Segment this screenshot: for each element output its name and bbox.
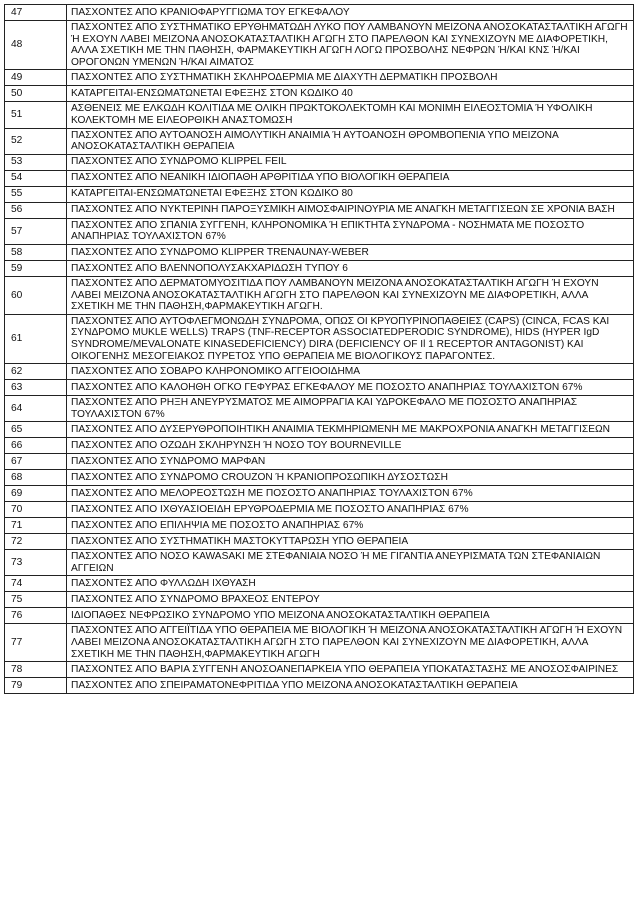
row-description: ΠΑΣΧΟΝΤΕΣ ΑΠΟ ΑΥΤΟΦΛΕΓΜΟΝΩΔΗ ΣΥΝΔΡΟΜΑ, ΟΠΩΣ ΟΙ ΚΡΥΟΠΥΡΙΝΟΠΑΘΕΙΕΣ (CAPS) (CINCA, FCAS ΚΑΙ ΣΥΝΔΡΟΜΟ MUKLE WELLS) TRAPS (TNF-RECEPTOR ASSOCIATEDPERODIC SYNDROME), HIDS (HYPER IgD SYNDROME/MEVALONATE KINASEDEFICIENCY) DIRA (DEFICIENCY OF Il 1 RECEPTOR ANTAGONIST) ΚΑΙ ΟΙΚΟΓΕΝΗΣ ΜΕΣΟΓΕΙΑΚΟΣ ΠΥΡΕΤΟΣ ΥΠΟ ΘΕΡΑΠΕΙΑ ΜΕ ΒΙΟΛΟΓΙΚΟΥΣ ΠΑΡΑΓΟΝΤΕΣ.: [67, 314, 634, 363]
table-row: [5, 438, 634, 454]
row-number: 61: [5, 314, 67, 363]
table-row: [5, 534, 634, 550]
row-number: 69: [5, 486, 67, 502]
row-number: 49: [5, 70, 67, 86]
row-description: ΠΑΣΧΟΝΤΕΣ ΑΠΟ ΣΥΣΤΗΜΑΤΙΚΟ ΕΡΥΘΗΜΑΤΩΔΗ ΛΥΚΟ ΠΟΥ ΛΑΜΒΑΝΟΥΝ ΜΕΙΖΟΝΑ ΑΝΟΣΟΚΑΤΑΣΤΑΛΤΙΚΗ ΑΓΩΓΗ Ή ΕΧΟΥΝ ΛΑΒΕΙ ΜΕΙΖΟΝΑ ΑΝΟΣΟΚΑΤΑΣΤΑΛΤΙΚΗ ΑΓΩΓΗ ΣΤΟ ΠΑΡΕΛΘΟΝ ΚΑΙ ΣΥΝΕΧΙΖΟΥΝ ΜΕ ΔΙΑΦΟΡΕΤΙΚΗ, ΑΛΛΑ ΣΧΕΤΙΚΗ ΜΕ ΤΗΝ ΠΑΘΗΣΗ, ΦΑΡΜΑΚΕΥΤΙΚΗ ΑΓΩΓΗ ΛΟΓΩ ΠΡΟΣΒΟΛΗΣ ΝΕΦΡΩΝ Ή/ΚΑΙ ΚΝΣ Ή/ΚΑΙ ΟΡΟΓΟΝΩΝ ΥΜΕΝΩΝ Ή/ΚΑΙ ΑΙΜΑΤΟΣ: [67, 21, 634, 70]
row-number: 67: [5, 454, 67, 470]
row-number: 65: [5, 422, 67, 438]
row-number: 58: [5, 244, 67, 260]
row-number: 50: [5, 86, 67, 102]
row-description: ΙΔΙΟΠΑΘΕΣ ΝΕΦΡΩΣΙΚΟ ΣΥΝΔΡΟΜΟ ΥΠΟ ΜΕΙΖΟΝΑ ΑΝΟΣΟΚΑΤΑΣΤΑΛΤΙΚΗ ΘΕΡΑΠΕΙΑ: [67, 608, 634, 624]
row-number: 72: [5, 534, 67, 550]
row-number: 75: [5, 592, 67, 608]
table-row: [5, 364, 634, 380]
table-row: [5, 624, 634, 662]
row-description: ΠΑΣΧΟΝΤΕΣ ΑΠΟ ΔΕΡΜΑΤΟΜΥΟΣΙΤΙΔΑ ΠΟΥ ΛΑΜΒΑΝΟΥΝ ΜΕΙΖΟΝΑ ΑΝΟΣΟΚΑΤΑΣΤΑΛΤΙΚΗ ΑΓΩΓΗ Ή ΕΧΟΥΝ ΛΑΒΕΙ ΜΕΙΖΟΝΑ ΑΝΟΣΟΚΑΤΑΣΤΑΛΤΙΚΗ ΑΓΩΓΗ ΣΤΟ ΠΑΡΕΛΘΟΝ ΚΑΙ ΣΥΝΕΧΙΖΟΥΝ ΜΕ ΔΙΑΦΟΡΕΤΙΚΗ, ΑΛΛΑ ΣΧΕΤΙΚΗ ΜΕ ΤΗΝ ΠΑΘΗΣΗ,ΦΑΡΜΑΚΕΥΤΙΚΗ ΑΓΩΓΗ.: [67, 276, 634, 314]
row-number: 51: [5, 102, 67, 128]
table-row: [5, 86, 634, 102]
row-number: 79: [5, 678, 67, 694]
table-row: [5, 380, 634, 396]
table-row: [5, 244, 634, 260]
row-description: ΠΑΣΧΟΝΤΕΣ ΑΠΟ ΝΟΣΟ KAWASAKI ΜΕ ΣΤΕΦΑΝΙΑΙΑ ΝΟΣΟ Ή ΜΕ ΓΙΓΑΝΤΙΑ ΑΝΕΥΡΙΣΜΑΤΑ ΤΩΝ ΣΤΕΦΑΝΙΑΙΩΝ ΑΓΓΕΙΩΝ: [67, 550, 634, 576]
row-description: ΠΑΣΧΟΝΤΕΣ ΑΠΟ ΝΕΑΝΙΚΗ ΙΔΙΟΠΑΘΗ ΑΡΘΡΙΤΙΔΑ ΥΠΟ ΒΙΟΛΟΓΙΚΗ ΘΕΡΑΠΕΙΑ: [67, 170, 634, 186]
table-row: [5, 218, 634, 244]
row-description: ΚΑΤΑΡΓΕΙΤΑΙ-ΕΝΣΩΜΑΤΩΝΕΤΑΙ ΕΦΕΞΗΣ ΣΤΟΝ ΚΩΔΙΚΟ 80: [67, 186, 634, 202]
row-description: ΠΑΣΧΟΝΤΕΣ ΑΠΟ ΣΥΝΔΡΟΜΟ ΜΑΡΦΑΝ: [67, 454, 634, 470]
table-row: [5, 202, 634, 218]
row-description: ΠΑΣΧΟΝΤΕΣ ΑΠΟ ΚΡΑΝΙΟΦΑΡΥΓΓΙΩΜΑ ΤΟΥ ΕΓΚΕΦΑΛΟΥ: [67, 5, 634, 21]
table-row: [5, 314, 634, 363]
row-number: 57: [5, 218, 67, 244]
row-number: 48: [5, 21, 67, 70]
table-row: [5, 70, 634, 86]
conditions-table-body: [5, 5, 634, 694]
table-row: [5, 102, 634, 128]
row-number: 74: [5, 576, 67, 592]
row-description: ΠΑΣΧΟΝΤΕΣ ΑΠΟ ΣΥΝΔΡΟΜΟ KLIPPER TRENAUNAY-WEBER: [67, 244, 634, 260]
table-row: [5, 518, 634, 534]
table-row: [5, 486, 634, 502]
row-description: ΠΑΣΧΟΝΤΕΣ ΑΠΟ ΜΕΛΟΡΕΟΣΤΩΣΗ ΜΕ ΠΟΣΟΣΤΟ ΑΝΑΠΗΡΙΑΣ ΤΟΥΛΑΧΙΣΤΟΝ 67%: [67, 486, 634, 502]
row-description: ΠΑΣΧΟΝΤΕΣ ΑΠΟ ΣΥΣΤΗΜΑΤΙΚΗ ΣΚΛΗΡΟΔΕΡΜΙΑ ΜΕ ΔΙΑΧΥΤΗ ΔΕΡΜΑΤΙΚΗ ΠΡΟΣΒΟΛΗ: [67, 70, 634, 86]
row-number: 63: [5, 380, 67, 396]
table-row: [5, 170, 634, 186]
table-row: [5, 502, 634, 518]
row-description: ΠΑΣΧΟΝΤΕΣ ΑΠΟ ΣΥΝΔΡΟΜΟ CROUZON Ή ΚΡΑΝΙΟΠΡΟΣΩΠΙΚΗ ΔΥΣΟΣΤΩΣΗ: [67, 470, 634, 486]
row-number: 76: [5, 608, 67, 624]
row-description: ΠΑΣΧΟΝΤΕΣ ΑΠΟ ΚΑΛΟΗΘΗ ΟΓΚΟ ΓΕΦΥΡΑΣ ΕΓΚΕΦΑΛΟΥ ΜΕ ΠΟΣΟΣΤΟ ΑΝΑΠΗΡΙΑΣ ΤΟΥΛΑΧΙΣΤΟΝ 67%: [67, 380, 634, 396]
row-number: 54: [5, 170, 67, 186]
table-row: [5, 276, 634, 314]
row-description: ΠΑΣΧΟΝΤΕΣ ΑΠΟ ΣΥΝΔΡΟΜΟ ΒΡΑΧΕΟΣ ΕΝΤΕΡΟΥ: [67, 592, 634, 608]
table-row: [5, 592, 634, 608]
row-number: 71: [5, 518, 67, 534]
row-description: ΠΑΣΧΟΝΤΕΣ ΑΠΟ ΦΥΛΛΩΔΗ ΙΧΘΥΑΣΗ: [67, 576, 634, 592]
table-row: [5, 128, 634, 154]
table-row: [5, 550, 634, 576]
row-description: ΠΑΣΧΟΝΤΕΣ ΑΠΟ ΣΟΒΑΡΟ ΚΛΗΡΟΝΟΜΙΚΟ ΑΓΓΕΙΟΟΙΔΗΜΑ: [67, 364, 634, 380]
row-number: 56: [5, 202, 67, 218]
row-number: 59: [5, 260, 67, 276]
table-row: [5, 608, 634, 624]
row-number: 66: [5, 438, 67, 454]
row-number: 64: [5, 396, 67, 422]
row-description: ΠΑΣΧΟΝΤΕΣ ΑΠΟ ΕΠΙΛΗΨΙΑ ΜΕ ΠΟΣΟΣΤΟ ΑΝΑΠΗΡΙΑΣ 67%: [67, 518, 634, 534]
table-row: [5, 422, 634, 438]
row-description: ΠΑΣΧΟΝΤΕΣ ΑΠΟ ΟΖΩΔΗ ΣΚΛΗΡΥΝΣΗ Ή ΝΟΣΟ ΤΟΥ BOURNEVILLE: [67, 438, 634, 454]
table-row: [5, 576, 634, 592]
row-number: 53: [5, 154, 67, 170]
row-number: 70: [5, 502, 67, 518]
row-description: ΠΑΣΧΟΝΤΕΣ ΑΠΟ ΑΓΓΕΙΪΤΙΔΑ ΥΠΟ ΘΕΡΑΠΕΙΑ ΜΕ ΒΙΟΛΟΓΙΚΗ Ή ΜΕΙΖΟΝΑ ΑΝΟΣΟΚΑΤΑΣΤΑΛΤΙΚΗ ΑΓΩΓΗ Ή ΕΧΟΥΝ ΛΑΒΕΙ ΜΕΙΖΟΝΑ ΑΝΟΣΟΚΑΤΑΣΤΑΛΤΙΚΗ ΑΓΩΓΗ ΣΤΟ ΠΑΡΕΛΘΟΝ ΚΑΙ ΣΥΝΕΧΙΖΟΥΝ ΜΕ ΔΙΑΦΟΡΕΤΙΚΗ, ΑΛΛΑ ΣΧΕΤΙΚΗ ΜΕ ΤΗΝ ΠΑΘΗΣΗ,ΦΑΡΜΑΚΕΥΤΙΚΗ ΑΓΩΓΗ: [67, 624, 634, 662]
row-description: ΠΑΣΧΟΝΤΕΣ ΑΠΟ ΒΛΕΝΝΟΠΟΛΥΣΑΚΧΑΡΙΔΩΣΗ ΤΥΠΟΥ 6: [67, 260, 634, 276]
table-row: [5, 454, 634, 470]
row-description: ΠΑΣΧΟΝΤΕΣ ΑΠΟ ΣΠΕΙΡΑΜΑΤΟΝΕΦΡΙΤΙΔΑ ΥΠΟ ΜΕΙΖΟΝΑ ΑΝΟΣΟΚΑΤΑΣΤΑΛΤΙΚΗ ΘΕΡΑΠΕΙΑ: [67, 678, 634, 694]
table-row: [5, 470, 634, 486]
row-number: 68: [5, 470, 67, 486]
row-description: ΠΑΣΧΟΝΤΕΣ ΑΠΟ ΣΥΣΤΗΜΑΤΙΚΗ ΜΑΣΤΟΚΥΤΤΑΡΩΣΗ ΥΠΟ ΘΕΡΑΠΕΙΑ: [67, 534, 634, 550]
row-description: ΠΑΣΧΟΝΤΕΣ ΑΠΟ ΑΥΤΟΑΝΟΣΗ ΑΙΜΟΛΥΤΙΚΗ ΑΝΑΙΜΙΑ Ή ΑΥΤΟΑΝΟΣΗ ΘΡΟΜΒΟΠΕΝΙΑ ΥΠΟ ΜΕΙΖΟΝΑ ΑΝΟΣΟΚΑΤΑΣΤΑΛΤΙΚΗ ΘΕΡΑΠΕΙΑ: [67, 128, 634, 154]
table-row: [5, 21, 634, 70]
row-description: ΠΑΣΧΟΝΤΕΣ ΑΠΟ ΒΑΡΙΑ ΣΥΓΓΕΝΗ ΑΝΟΣΟΑΝΕΠΑΡΚΕΙΑ ΥΠΟ ΘΕΡΑΠΕΙΑ ΥΠΟΚΑΤΑΣΤΑΣΗΣ ΜΕ ΑΝΟΣΟΣΦΑΙΡΙΝΕΣ: [67, 662, 634, 678]
row-description: ΚΑΤΑΡΓΕΙΤΑΙ-ΕΝΣΩΜΑΤΩΝΕΤΑΙ ΕΦΕΞΗΣ ΣΤΟΝ ΚΩΔΙΚΟ 40: [67, 86, 634, 102]
row-number: 47: [5, 5, 67, 21]
row-number: 77: [5, 624, 67, 662]
table-row: [5, 260, 634, 276]
table-row: [5, 154, 634, 170]
row-number: 62: [5, 364, 67, 380]
row-description: ΠΑΣΧΟΝΤΕΣ ΑΠΟ ΣΥΝΔΡΟΜΟ KLIPPEL FEIL: [67, 154, 634, 170]
row-description: ΠΑΣΧΟΝΤΕΣ ΑΠΟ ΡΗΞΗ ΑΝΕΥΡΥΣΜΑΤΟΣ ΜΕ ΑΙΜΟΡΡΑΓΙΑ ΚΑΙ ΥΔΡΟΚΕΦΑΛΟ ΜΕ ΠΟΣΟΣΤΟ ΑΝΑΠΗΡΙΑΣ ΤΟΥΛΑΧΙΣΤΟΝ 67%: [67, 396, 634, 422]
row-number: 55: [5, 186, 67, 202]
row-number: 52: [5, 128, 67, 154]
row-description: ΠΑΣΧΟΝΤΕΣ ΑΠΟ ΔΥΣΕΡΥΘΡΟΠΟΙΗΤΙΚΗ ΑΝΑΙΜΙΑ ΤΕΚΜΗΡΙΩΜΕΝΗ ΜΕ ΜΑΚΡΟΧΡΟΝΙΑ ΑΝΑΓΚΗ ΜΕΤΑΓΓΙΣΕΩΝ: [67, 422, 634, 438]
row-number: 78: [5, 662, 67, 678]
table-row: [5, 186, 634, 202]
row-description: ΠΑΣΧΟΝΤΕΣ ΑΠΟ ΙΧΘΥΑΣΙΟΕΙΔΗ ΕΡΥΘΡΟΔΕΡΜΙΑ ΜΕ ΠΟΣΟΣΤΟ ΑΝΑΠΗΡΙΑΣ 67%: [67, 502, 634, 518]
row-number: 73: [5, 550, 67, 576]
row-description: ΑΣΘΕΝΕΙΣ ΜΕ ΕΛΚΩΔΗ ΚΟΛΙΤΙΔΑ ΜΕ ΟΛΙΚΗ ΠΡΩΚΤΟΚΟΛΕΚΤΟΜΗ ΚΑΙ ΜΟΝΙΜΗ ΕΙΛΕΟΣΤΟΜΙΑ Ή ΥΦΟΛΙΚΗ ΚΟΛΕΚΤΟΜΗ ΜΕ ΕΙΛΕΟΡΘΙΚΗ ΑΝΑΣΤΟΜΩΣΗ: [67, 102, 634, 128]
table-row: [5, 678, 634, 694]
conditions-table: [4, 4, 634, 694]
table-row: [5, 662, 634, 678]
row-description: ΠΑΣΧΟΝΤΕΣ ΑΠΟ ΣΠΑΝΙΑ ΣΥΓΓΕΝΗ, ΚΛΗΡΟΝΟΜΙΚΑ Ή ΕΠΙΚΤΗΤΑ ΣΥΝΔΡΟΜΑ - ΝΟΣΗΜΑΤΑ ΜΕ ΠΟΣΟΣΤΟ ΑΝΑΠΗΡΙΑΣ ΤΟΥΛΑΧΙΣΤΟΝ 67%: [67, 218, 634, 244]
row-description: ΠΑΣΧΟΝΤΕΣ ΑΠΟ ΝΥΚΤΕΡΙΝΗ ΠΑΡΟΞΥΣΜΙΚΗ ΑΙΜΟΣΦΑΙΡΙΝΟΥΡΙΑ ΜΕ ΑΝΑΓΚΗ ΜΕΤΑΓΓΙΣΕΩΝ ΣΕ ΧΡΟΝΙΑ ΒΑΣΗ: [67, 202, 634, 218]
table-row: [5, 396, 634, 422]
table-row: [5, 5, 634, 21]
row-number: 60: [5, 276, 67, 314]
